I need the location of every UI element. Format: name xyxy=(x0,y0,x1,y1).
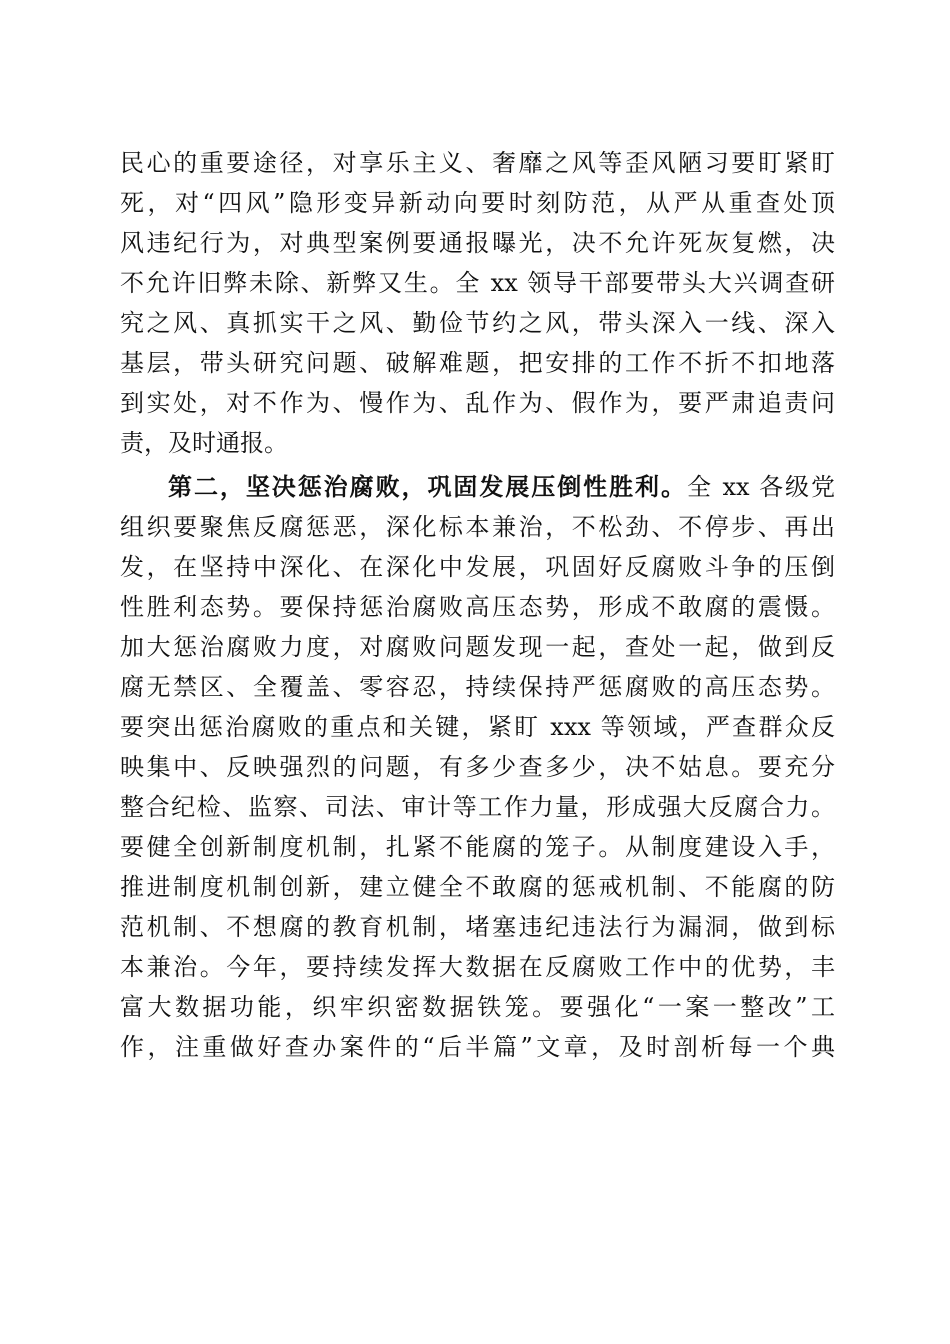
paragraph-2 xyxy=(120,467,835,1067)
paragraph-first-line xyxy=(120,467,835,507)
text-line: 发，在坚持中深化、在深化中发展，巩固好反腐败斗争的压倒 xyxy=(120,553,835,581)
text-line: 本兼治。今年，要持续发挥大数据在反腐败工作中的优势，丰 xyxy=(120,953,835,981)
text-line: 死，对“四风”隐形变异新动向要时刻防范，从严从重查处顶 xyxy=(120,189,835,217)
text-line: 加大惩治腐败力度，对腐败问题发现一起，查处一起，做到反 xyxy=(120,633,835,661)
text-line: 腐无禁区、全覆盖、零容忍，持续保持严惩腐败的高压态势。 xyxy=(120,673,835,701)
text-line: 推进制度机制创新，建立健全不敢腐的惩戒机制、不能腐的防 xyxy=(120,873,835,901)
text-line: 基层，带头研究问题、破解难题，把安排的工作不折不扣地落 xyxy=(120,349,835,377)
text-line: 到实处，对不作为、慢作为、乱作为、假作为，要严肃追责问 xyxy=(120,389,835,417)
text-line: 范机制、不想腐的教育机制，堵塞违纪违法行为漏洞，做到标 xyxy=(120,913,835,941)
text-line: 组织要聚焦反腐惩恶，深化标本兼治，不松劲、不停步、再出 xyxy=(120,513,835,541)
text-line: 富大数据功能，织牢织密数据铁笼。要强化“一案一整改”工 xyxy=(120,993,835,1021)
paragraph-1 xyxy=(120,143,835,463)
text-line: 究之风、真抓实干之风、勤俭节约之风，带头深入一线、深入 xyxy=(120,309,835,337)
text-line: 不允许旧弊未除、新弊又生。全 xx 领导干部要带头大兴调查研 xyxy=(120,269,835,297)
text-line: 映集中、反映强烈的问题，有多少查多少，决不姑息。要充分 xyxy=(120,753,835,781)
text-line: 作，注重做好查办案件的“后半篇”文章，及时剖析每一个典 xyxy=(120,1033,835,1061)
document-body xyxy=(120,143,835,1067)
section-heading: 第二，坚决惩治腐败，巩固发展压倒性胜利。 xyxy=(168,472,687,501)
text-line: 要突出惩治腐败的重点和关键，紧盯 xxx 等领域，严查群众反 xyxy=(120,713,835,741)
text-line: 责，及时通报。 xyxy=(120,429,288,457)
text-line: 民心的重要途径，对享乐主义、奢靡之风等歪风陋习要盯紧盯 xyxy=(120,149,835,177)
text-line: 整合纪检、监察、司法、审计等工作力量，形成强大反腐合力。 xyxy=(120,793,835,821)
text-run: 全 xx 各级党 xyxy=(686,473,835,501)
text-line: 要健全创新制度机制，扎紧不能腐的笼子。从制度建设入手， xyxy=(120,833,835,861)
text-line: 风违纪行为，对典型案例要通报曝光，决不允许死灰复燃，决 xyxy=(120,229,835,257)
text-line: 性胜利态势。要保持惩治腐败高压态势，形成不敢腐的震慑。 xyxy=(120,593,835,621)
